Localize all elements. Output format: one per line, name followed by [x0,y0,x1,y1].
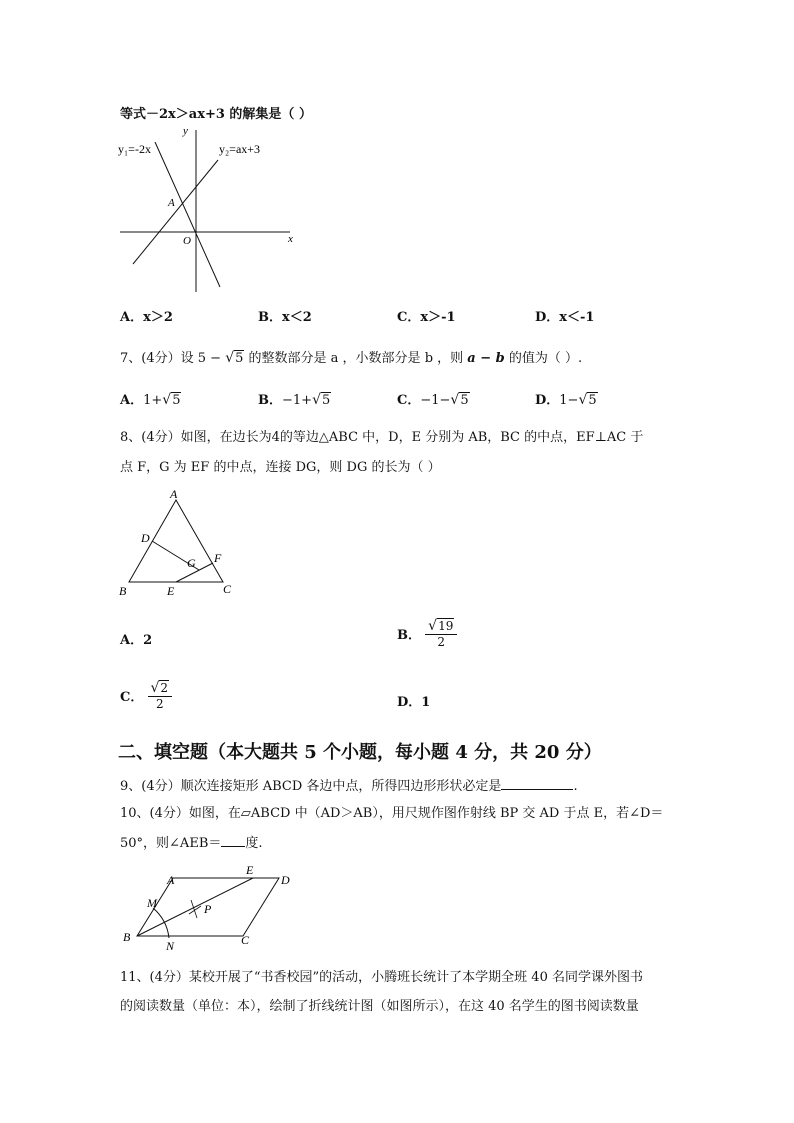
q7-stem: 7、(4分）设 5 − √5 的整数部分是 a ，小数部分是 b ，则 a − b 的值为（ ）. [120,350,583,366]
q6-y-label: y [183,125,188,137]
q10-label-M: M [147,896,157,910]
q10-label-B: B [123,930,131,944]
q6-option-b: B．x＜2 [258,310,312,325]
q8-label-C: C [223,582,232,596]
q8-stem-line2: 点 F，G 为 EF 的中点，连接 DG，则 DG 的长为（ ） [120,460,441,475]
q6-stem: 等式－2x＞ax+3 的解集是（ ） [120,107,312,122]
q10-stem-line1: 10、(4分）如图，在▱ABCD 中（AD＞AB），用尺规作图作射线 BP 交 AD 于点 E，若∠D＝ [120,806,664,821]
q7-option-a: A．1+√5 [120,392,181,408]
q6-origin: O [183,235,191,247]
q10-label-D: D [281,873,290,887]
q6-point-A: A [168,197,175,209]
q8-option-b: B． $\frac{√19}{2}$ [397,618,457,649]
q8-option-d: D．1 [397,695,431,710]
q9-stem: 9、(4分）顺次连接矩形 ABCD 各边中点，所得四边形形状必定是 . [120,779,578,794]
q10-label-C: C [241,933,250,947]
q6-line-y1 [155,142,220,287]
q6-graph [115,122,305,294]
q10-label-P: P [204,902,212,916]
q8-label-A: A [170,487,178,501]
section-title-fill-in: 二、填空题（本大题共 5 个小题，每小题 4 分，共 20 分） [118,742,602,763]
q6-option-c: C．x＞-1 [397,310,456,325]
q8-stem-line1: 8、(4分）如图，在边长为4的等边△ABC 中，D，E 分别为 AB，BC 的中点，EF⊥AC 于 [120,430,644,445]
q7-option-b: B．−1+√5 [258,392,331,408]
q8-option-c: C． $\frac{√2}{2}$ [120,680,172,711]
q10-label-E: E [246,863,254,877]
q8-option-a: A．2 [120,633,153,648]
q8-label-G: G [187,556,196,570]
q9-answer-blank[interactable] [501,777,573,790]
q10-figure [115,860,305,952]
q6-option-d: D．x＜-1 [535,310,595,325]
q8-figure [115,485,245,600]
q8-label-F: F [214,551,222,565]
q8-label-D: D [141,531,150,545]
q10-arc [153,908,169,938]
q10-label-N: N [166,939,175,952]
q6-y2-label: y₂=ax+3 [219,142,261,156]
q7-option-d: D．1−√5 [535,392,597,408]
q10-answer-blank[interactable] [221,834,245,847]
q11-stem-line2: 的阅读数量（单位：本），绘制了折线统计图（如图所示），在这 40 名学生的图书阅读数量 [120,999,639,1014]
q6-y1-label: y₁=-2x [118,142,151,156]
q11-stem-line1: 11、(4分）某校开展了“书香校园”的活动，小腾班长统计了本学期全班 40 名同学课外图书 [120,970,643,985]
q6-x-label: x [288,233,293,245]
q8-label-B: B [119,584,127,598]
q7-option-c: C．−1−√5 [397,392,469,408]
q10-stem-line2: 50°，则∠AEB＝ 度. [120,836,263,851]
q8-label-E: E [167,584,175,598]
q10-label-A: A [167,873,175,887]
q6-option-a: A．x＞2 [120,310,173,325]
q6-line-y2 [133,160,218,264]
